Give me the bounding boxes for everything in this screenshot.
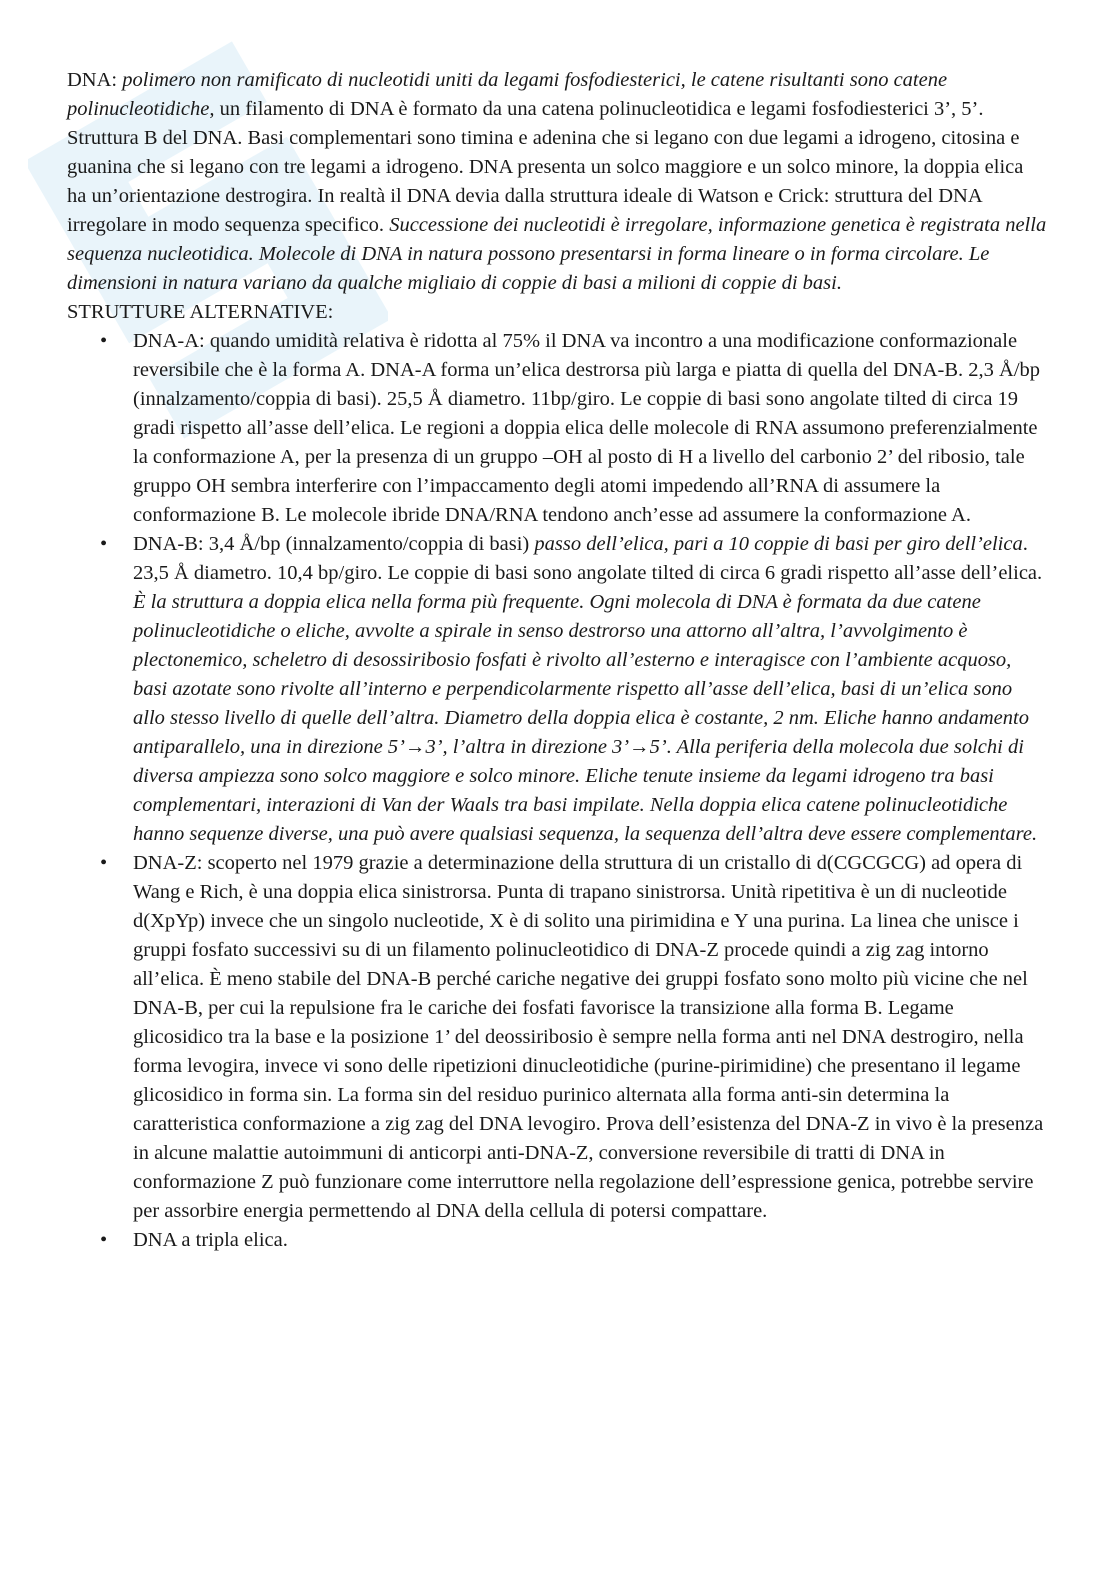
dna-a-text: DNA-A: quando umidità relativa è ridotta al 75% il DNA va incontro a una modificazione conformazionale reversibile che è la forma A. DNA-A forma un’elica destrorsa più larga e piatta di quella del DNA-B. 2,3 Å/bp (innalzamento/coppia di basi). 25,5 Å diametro. 11bp/giro. Le coppie di basi sono angolate tilted di circa 19 gradi rispetto all’asse dell’elica. Le regioni a doppia elica delle molecole di RNA assumono preferenzialmente la conformazione A, per la presenza di un gruppo –OH al posto di H a livello del carbonio 2’ del ribosio, tale gruppo OH sembra interferire con l’impaccamento degli atomi impedendo all’RNA di assumere la conformazione B. Le molecole ibride DNA/RNA tendono anch’esse ad assumere la conformazione A.	[133, 330, 1041, 526]
intro-lead: DNA:	[67, 69, 123, 91]
dna-b-description: È la struttura a doppia elica nella forma più frequente. Ogni molecola di DNA è formata da due catene polinucleotidiche o eliche, avvolte a spirale in senso destrorso una attorno all’altra, l’avvolgimento è plectonemico, scheletro di desossiribosio fosfati è rivolto all’esterno e interagisce con l’ambiente acquoso, basi azotate sono rivolte all’interno e perpendicolarmente rispetto all’asse dell’elica, basi di un’elica sono allo stesso livello di quelle dell’altra. Diametro della doppia elica è costante, 2 nm. Eliche hanno andamento antiparallelo, una in direzione 5’→3’, l’altra in direzione 3’→5’. Alla periferia della molecola due solchi di diversa ampiezza sono solco maggiore e solco minore. Eliche tenute insieme da legami idrogeno tra basi complementari, interazioni di Van der Waals tra basi impilate. Nella doppia elica catene polinucleotidiche hanno sequenze diverse, una può avere qualsiasi sequenza, la sequenza dell’altra deve essere complementare.	[133, 591, 1038, 845]
dna-b-pitch: passo dell’elica, pari a 10 coppie di basi per giro dell’elica	[534, 533, 1023, 555]
intro-note: Successione dei nucleotidi è irregolare, informazione genetica è registrata nella sequenza nucleotidica. Molecole di DNA in natura possono presentarsi in forma lineare o in forma circolare. Le dimensioni in natura variano da qualche migliaio di coppie di basi a milioni di coppie di basi.	[67, 214, 1047, 294]
dna-b-body: . 23,5 Å diametro. 10,4 bp/giro. Le coppie di basi sono angolate tilted di circa 6 gradi rispetto all’asse dell’elica.	[133, 533, 1043, 584]
section-heading: STRUTTURE ALTERNATIVE:	[67, 301, 334, 323]
document-page	[67, 66, 1047, 1255]
intro-body: un filamento di DNA è formato da una catena polinucleotidica e legami fosfodiesterici 3’, 5’. Struttura B del DNA. Basi complementari sono timina e adenina che si legano con due legami a idrogeno, citosina e guanina che si legano con tre legami a idrogeno. DNA presenta un solco maggiore e un solco minore, la doppia elica ha un’orientazione destrogira. In realtà il DNA devia dalla struttura ideale di Watson e Crick: struttura del DNA irregolare in modo sequenza specifico.	[67, 98, 1024, 236]
dna-b-lead: DNA-B: 3,4 Å/bp (innalzamento/coppia di basi)	[133, 533, 535, 555]
intro-definition: polimero non ramificato di nucleotidi uniti da legami fosfodiesterici, le catene risultanti sono catene polinucleotidiche,	[67, 69, 948, 120]
list-item-dna-z	[67, 849, 1047, 1226]
dna-z-text: DNA-Z: scoperto nel 1979 grazie a determinazione della struttura di un cristallo di d(CGCGCG) ad opera di Wang e Rich, è una doppia elica sinistrorsa. Punta di trapano sinistrorsa. Unità ripetitiva è un di nucleotide d(XpYp) invece che un singolo nucleotide, X è di solito una pirimidina e Y una purina. La linea che unisce i gruppi fosfato successivi su di un filamento polinucleotidico di DNA-Z procede quindi a zig zag intorno all’elica. È meno stabile del DNA-B perché cariche negative dei gruppi fosfato sono molto più vicine che nel DNA-B, per cui la repulsione fra le cariche dei fosfati favorisce la transizione alla forma B. Legame glicosidico tra la base e la posizione 1’ del deossiribosio è sempre nella forma anti nel DNA destrogiro, nella forma levogira, invece vi sono delle ripetizioni dinucleotidiche (purine-pirimidine) che presentano il legame glicosidico in forma sin. La forma sin del residuo purinico alternata alla forma anti-sin determina la caratteristica conformazione a zig zag del DNA levogiro. Prova dell’esistenza del DNA-Z in vivo è la presenza in alcune malattie autoimmuni di anticorpi anti-DNA-Z, conversione reversibile di tratti di DNA in conformazione Z può funzionare come interruttore nella regolazione dell’espressione genica, potrebbe servire per assorbire energia permettendo al DNA della cellula di potersi compattare.	[133, 852, 1044, 1222]
list-item-dna-b	[67, 530, 1047, 849]
list-item-triple-helix	[67, 1226, 1047, 1255]
list-item-dna-a	[67, 327, 1047, 530]
intro-paragraph	[67, 66, 1047, 298]
structures-list	[67, 327, 1047, 1255]
triple-helix-text: DNA a tripla elica.	[133, 1229, 288, 1251]
